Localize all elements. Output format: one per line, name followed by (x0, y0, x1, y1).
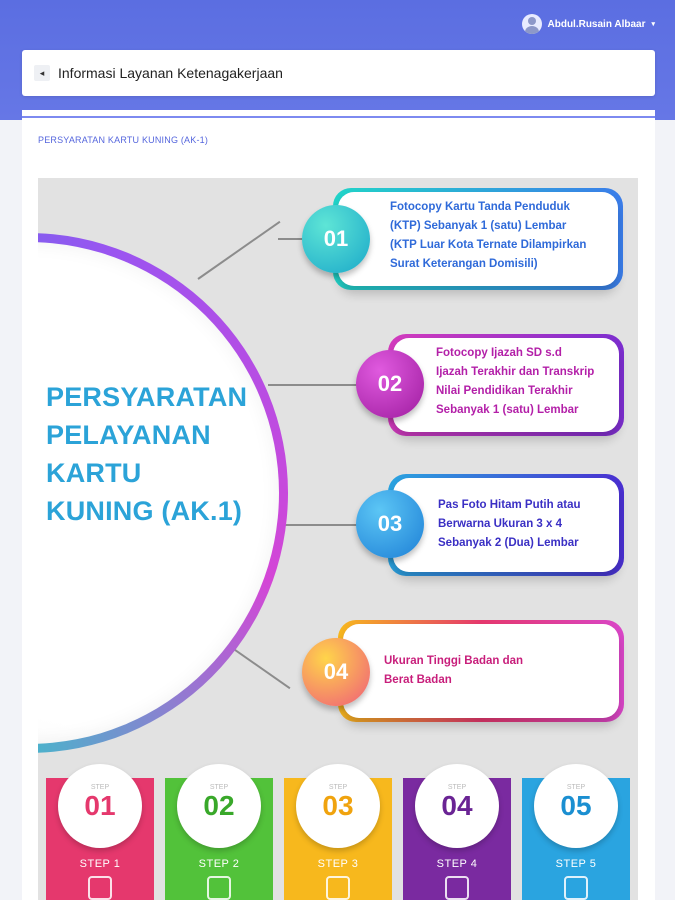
step-number: 04 (441, 789, 473, 821)
calculator-icon (445, 876, 469, 900)
page-header (22, 50, 655, 96)
step-card (284, 778, 392, 900)
user-avatar-icon (522, 14, 542, 34)
requirements-infographic (38, 178, 638, 900)
step-small-label: STEP (566, 783, 586, 791)
requirement-line: Fotocopy Kartu Tanda Penduduk (390, 201, 570, 213)
requirement-line: Pas Foto Hitam Putih atau (438, 499, 581, 511)
tools-icon (326, 876, 350, 900)
title-line: PELAYANAN (46, 420, 211, 450)
step-disc (415, 764, 499, 848)
step-number: 02 (203, 789, 235, 821)
requirement-line: Ijazah Terakhir dan Transkrip (436, 366, 595, 378)
requirement-line: Sebanyak 1 (satu) Lembar (436, 404, 579, 416)
requirement-line: Berat Badan (384, 674, 452, 686)
step-disc (58, 764, 142, 848)
title-line: KUNING (AK.1) (46, 496, 243, 526)
step-card (165, 778, 273, 900)
connector-line (268, 384, 358, 386)
step-number: 05 (560, 789, 592, 821)
step-disc (177, 764, 261, 848)
step-card (46, 778, 154, 900)
requirement-number: 04 (302, 638, 370, 706)
step-card (522, 778, 630, 900)
step-label: STEP 3 (317, 858, 359, 870)
requirement-text (436, 344, 626, 420)
step-small-label: STEP (447, 783, 467, 791)
step-card (403, 778, 511, 900)
requirement-line: Berwarna Ukuran 3 x 4 (438, 518, 563, 530)
infographic-title (46, 378, 256, 530)
requirement-text (384, 652, 604, 690)
steps-row (46, 778, 636, 900)
requirement-line: Surat Keterangan Domisili) (390, 258, 538, 270)
requirement-text (438, 496, 618, 553)
divider (22, 116, 655, 118)
section-label: PERSYARATAN KARTU KUNING (AK-1) (38, 135, 209, 145)
user-menu[interactable] (522, 14, 656, 34)
requirement-line: Ukuran Tinggi Badan dan (384, 655, 524, 667)
step-disc (534, 764, 618, 848)
title-line: PERSYARATAN (46, 382, 248, 412)
requirement-number: 02 (356, 350, 424, 418)
requirement-number: 01 (302, 205, 370, 273)
requirement-line: Nilai Pendidikan Terakhir (436, 385, 573, 397)
requirement-text (390, 198, 620, 274)
user-name: Abdul.Rusain Albaar (547, 18, 646, 30)
chevron-down-icon: ▾ (651, 21, 655, 28)
step-label: STEP 2 (198, 858, 240, 870)
code-window-icon (564, 876, 588, 900)
requirement-line: Fotocopy Ijazah SD s.d (436, 347, 562, 359)
page-title: Informasi Layanan Ketenagakerjaan (58, 65, 283, 81)
back-button[interactable]: ◂ (34, 65, 50, 81)
step-number: 01 (84, 789, 116, 821)
step-label: STEP 4 (436, 858, 478, 870)
step-label: STEP 1 (79, 858, 121, 870)
step-small-label: STEP (209, 783, 229, 791)
step-small-label: STEP (328, 783, 348, 791)
requirement-number: 03 (356, 490, 424, 558)
connector-line (197, 221, 280, 280)
requirement-line: (KTP) Sebanyak 1 (satu) Lembar (390, 220, 567, 232)
title-line: KARTU (46, 458, 142, 488)
requirement-line: (KTP Luar Kota Ternate Dilampirkan (390, 239, 587, 251)
step-label: STEP 5 (555, 858, 597, 870)
step-number: 03 (322, 789, 354, 821)
step-small-label: STEP (90, 783, 110, 791)
briefcase-icon (207, 876, 231, 900)
lightbulb-icon (88, 876, 112, 900)
requirement-line: Sebanyak 2 (Dua) Lembar (438, 537, 579, 549)
step-disc (296, 764, 380, 848)
